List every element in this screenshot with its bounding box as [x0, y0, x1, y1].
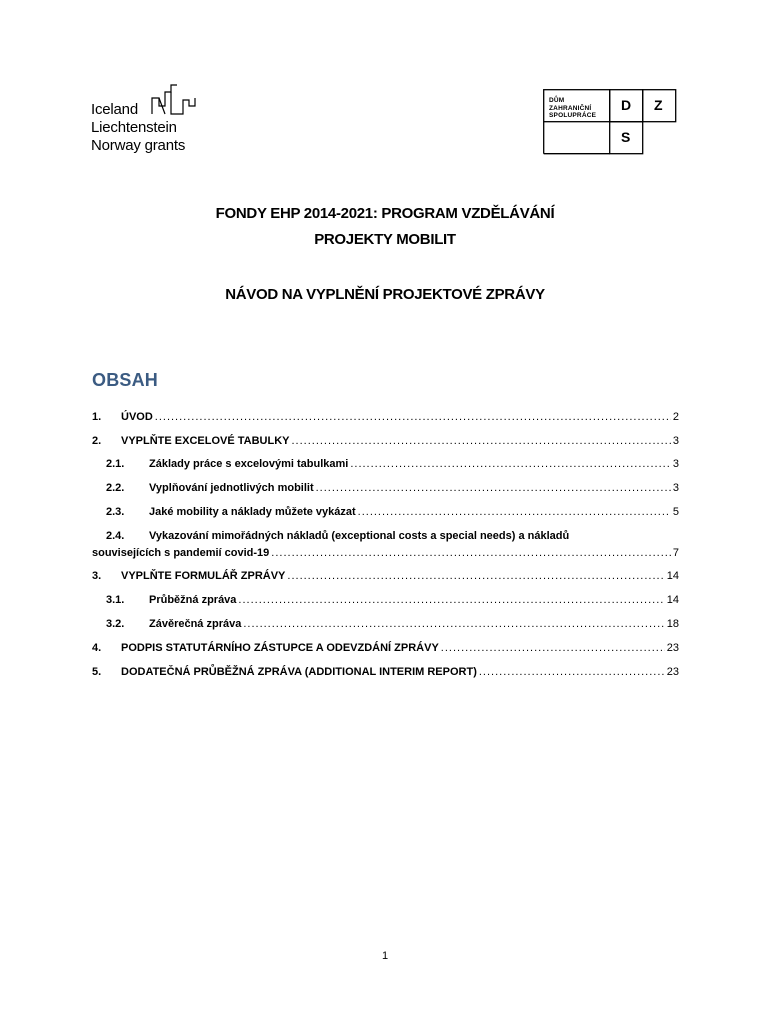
toc-text: Základy práce s excelovými tabulkami — [149, 458, 349, 470]
toc-number: 3.2. — [106, 618, 125, 630]
toc-leader — [238, 593, 664, 607]
toc-page: 2 — [672, 411, 679, 423]
toc-heading: OBSAH — [92, 370, 159, 390]
toc-number: 3. — [92, 570, 102, 582]
toc-entry-4[interactable] — [92, 641, 679, 655]
toc-text: Vyplňování jednotlivých mobilit — [149, 482, 314, 494]
toc-entry-2-1[interactable] — [92, 457, 679, 471]
toc-number: 2. — [92, 435, 102, 447]
toc-page: 3 — [672, 482, 679, 494]
toc-number: 5. — [92, 666, 102, 678]
iceland-liechtenstein-norway-grants-logo — [91, 84, 211, 156]
toc-entry-3[interactable] — [92, 569, 679, 583]
toc-entry-3-1[interactable] — [92, 593, 679, 607]
toc-page: 5 — [672, 506, 679, 518]
toc-page: 14 — [666, 570, 679, 582]
toc-leader — [441, 641, 665, 655]
dzs-letter-z: Z — [654, 97, 663, 113]
toc-entry-2-2[interactable] — [92, 481, 679, 495]
logo-line-norway-grants — [91, 137, 185, 155]
page-number: 1 — [381, 950, 389, 962]
toc-text: Vykazování mimořádných nákladů (exceptional costs a special needs) a nákladů — [149, 530, 570, 542]
toc-leader — [291, 434, 670, 448]
document-title-line2: PROJEKTY MOBILIT — [314, 231, 456, 248]
dzs-letter-d: D — [621, 97, 632, 113]
toc-entry-1[interactable] — [92, 410, 679, 424]
toc-leader — [358, 505, 671, 519]
dzs-logo — [543, 89, 678, 155]
toc-entry-2-4-line1[interactable] — [106, 529, 569, 543]
logo-grants: grants — [144, 137, 186, 154]
toc-number: 2.3. — [106, 506, 125, 518]
document-subtitle: NÁVOD NA VYPLNĚNÍ PROJEKTOVÉ ZPRÁVY — [225, 286, 545, 303]
toc-entry-3-2[interactable] — [92, 617, 679, 631]
toc-number: 2.4. — [106, 530, 125, 542]
toc-page: 23 — [666, 642, 679, 654]
toc-page: 18 — [666, 618, 679, 630]
toc-leader — [350, 457, 671, 471]
dzs-org-line3: SPOLUPRÁCE — [549, 112, 597, 119]
toc-leader — [287, 569, 664, 583]
toc-page: 14 — [666, 594, 679, 606]
document-title-line1: FONDY EHP 2014-2021: PROGRAM VZDĚLÁVÁNÍ — [215, 205, 555, 222]
toc-leader — [316, 481, 671, 495]
toc-text: DODATEČNÁ PRŮBĚŽNÁ ZPRÁVA (ADDITIONAL INTERIM REPORT) — [121, 666, 477, 678]
toc-entry-2-3[interactable] — [92, 505, 679, 519]
toc-number: 1. — [92, 411, 102, 423]
toc-number: 2.1. — [106, 458, 125, 470]
toc-leader — [243, 617, 664, 631]
dzs-org-line1: DŮM — [549, 97, 565, 104]
toc-leader — [479, 665, 665, 679]
toc-number: 3.1. — [106, 594, 125, 606]
toc-page: 3 — [672, 435, 679, 447]
logo-line-iceland: Iceland — [91, 101, 138, 118]
toc-text: VYPLŇTE FORMULÁŘ ZPRÁVY — [121, 570, 286, 582]
toc-text: Průběžná zpráva — [149, 594, 237, 606]
toc-text-continued: souvisejících s pandemií covid-19 — [92, 547, 270, 559]
toc-text: Jaké mobility a náklady můžete vykázat — [149, 506, 356, 518]
toc-text: PODPIS STATUTÁRNÍHO ZÁSTUPCE A ODEVZDÁNÍ ZPRÁVY — [121, 642, 439, 654]
toc-number: 2.2. — [106, 482, 125, 494]
toc-text: VYPLŇTE EXCELOVÉ TABULKY — [121, 435, 290, 447]
toc-entry-2[interactable] — [92, 434, 679, 448]
toc-leader — [271, 546, 671, 560]
toc-leader — [155, 410, 671, 424]
grants-logo-mark-icon — [151, 84, 201, 116]
logo-norway: Norway — [91, 137, 141, 154]
toc-entry-5[interactable] — [92, 665, 679, 679]
toc-text: ÚVOD — [121, 411, 153, 423]
dzs-org-name — [549, 97, 596, 120]
toc-entry-2-4-line2[interactable] — [92, 546, 679, 560]
toc-page: 3 — [672, 458, 679, 470]
dzs-letter-s: S — [621, 129, 631, 145]
toc-page: 23 — [666, 666, 679, 678]
toc-number: 4. — [92, 642, 102, 654]
logo-line-liechtenstein: Liechtenstein — [91, 119, 177, 136]
toc-page: 7 — [672, 547, 679, 559]
dzs-org-line2: ZAHRANIČNÍ — [549, 104, 592, 112]
toc-text: Závěrečná zpráva — [149, 618, 242, 630]
